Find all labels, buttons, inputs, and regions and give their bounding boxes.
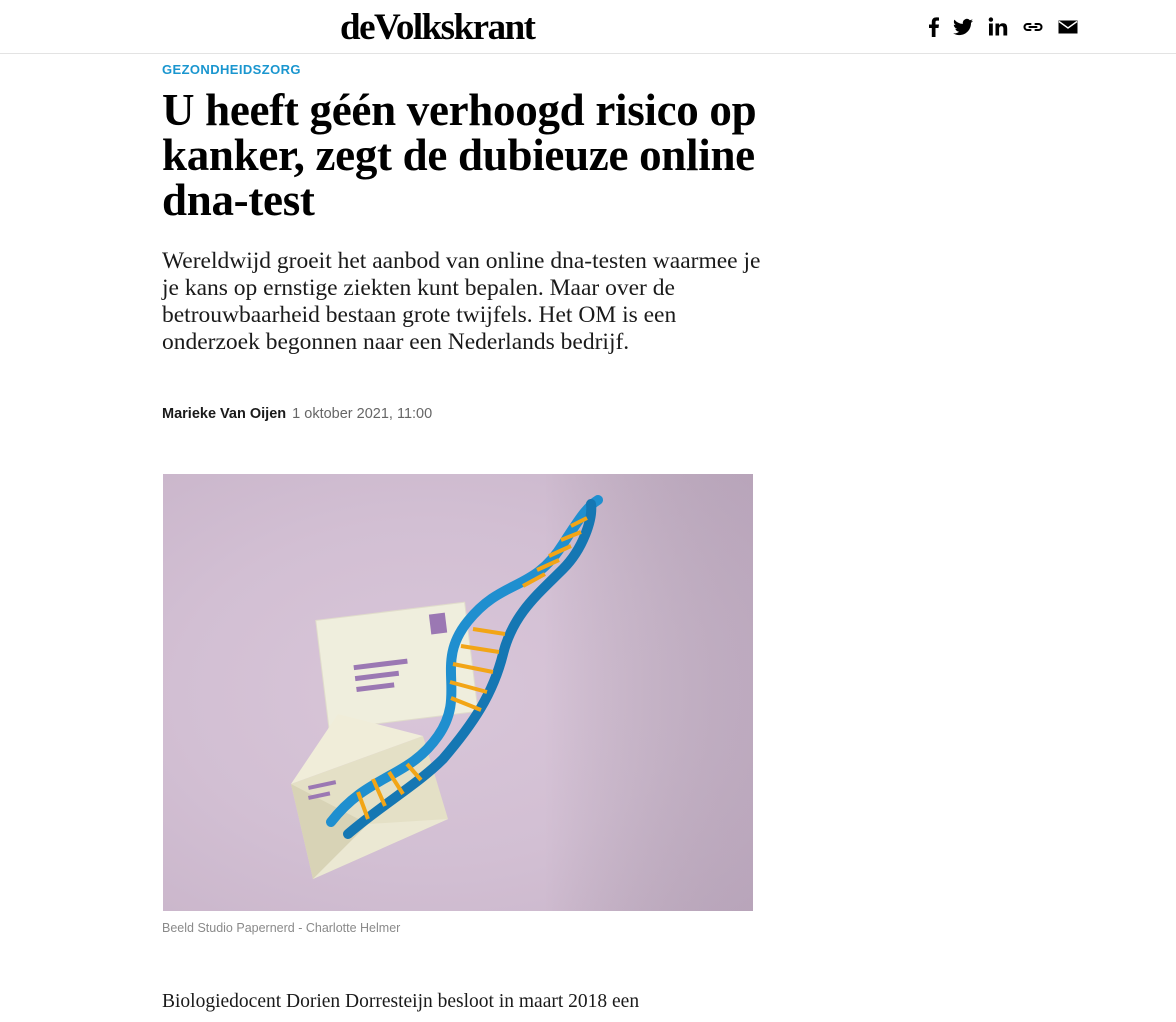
section-label[interactable]: GEZONDHEIDSZORG <box>162 62 301 77</box>
dna-envelope-illustration <box>163 474 753 911</box>
site-logo[interactable]: deVolkskrant <box>340 7 535 48</box>
mail-icon[interactable] <box>1056 15 1080 39</box>
headline: U heeft géén verhoogd risico op kanker, zegt de dubieuze online dna-test <box>162 85 757 225</box>
article-image[interactable] <box>163 474 753 911</box>
twitter-icon[interactable] <box>951 15 975 39</box>
publish-date: 1 oktober 2021, 11:00 <box>292 406 433 422</box>
article-body: Biologiedocent Dorien Dorresteijn besloot in maart 2018 een <box>162 991 640 1012</box>
linkedin-icon[interactable] <box>986 15 1010 39</box>
share-bar <box>920 14 1080 40</box>
envelope-shape <box>291 714 448 879</box>
image-caption: Beeld Studio Papernerd - Charlotte Helmer <box>162 921 401 935</box>
author-name[interactable]: Marieke Van Oijen <box>162 406 287 422</box>
top-bar <box>0 0 1176 54</box>
facebook-icon[interactable] <box>922 15 946 39</box>
byline <box>162 405 432 423</box>
article-intro: Wereldwijd groeit het aanbod van online dna-testen waarmee je je kans op ernstige ziekten kunt bepalen. Maar over de betrouwbaarheid bestaan grote twijfels. Het OM is een onderzoek begonnen naar een Nederlands bedrijf. <box>162 248 761 355</box>
link-icon[interactable] <box>1021 15 1045 39</box>
